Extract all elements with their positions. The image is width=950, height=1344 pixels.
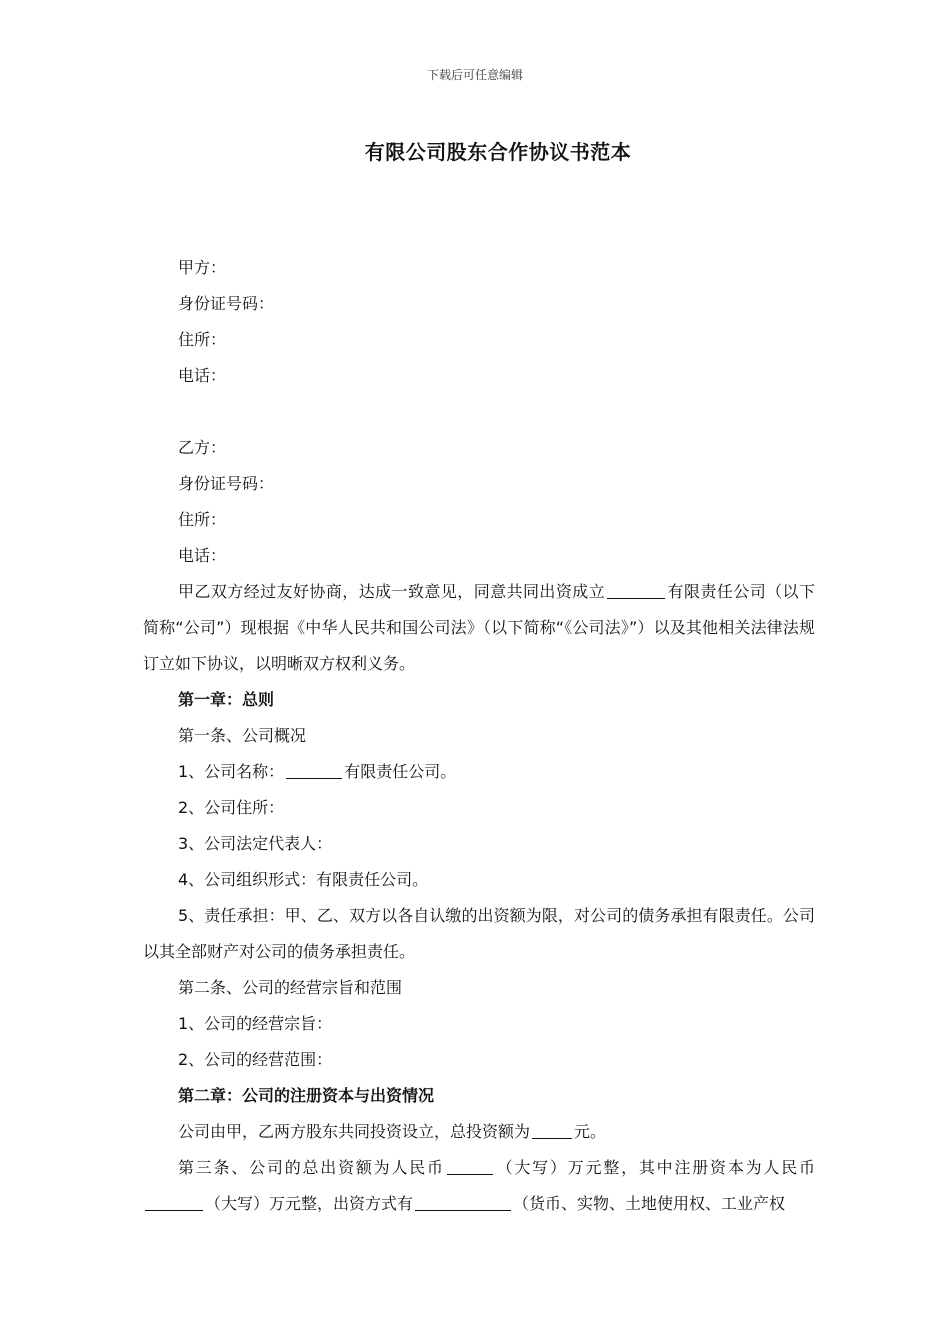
item-legal-rep: 3、公司法定代表人： (178, 834, 333, 853)
total-capital-blank (447, 1156, 493, 1175)
document-title: 有限公司股东合作协议书范本 (364, 140, 632, 164)
investment-prefix: 公司由甲，乙两方股东共同投资设立，总投资额为 (178, 1122, 531, 1141)
item1-suffix: 有限责任公司。 (344, 762, 457, 781)
article1-heading: 第一条、公司概况 (178, 726, 307, 745)
article2-heading: 第二条、公司的经营宗旨和范围 (178, 978, 403, 997)
spacer (143, 394, 815, 430)
party-b-id-label: 身份证号码： (178, 474, 275, 493)
company-name-blank (607, 580, 665, 599)
item-org-form: 4、公司组织形式：有限责任公司。 (178, 870, 429, 889)
intro-text-1: 甲乙双方经过友好协商，达成一致意见，同意共同出资成立 (178, 582, 606, 601)
item1-prefix: 1、公司名称： (178, 762, 285, 781)
header-note: 下载后可任意编辑 (426, 68, 523, 82)
document-body (143, 250, 815, 1222)
item-business-scope: 2、公司的经营范围： (178, 1050, 333, 1069)
article3-text-b: （大写）万元整，其中注册资本为人民币 (494, 1158, 815, 1177)
chapter2-heading: 第二章：公司的注册资本与出资情况 (178, 1086, 435, 1105)
registered-capital-blank (145, 1192, 203, 1211)
party-a-id-label: 身份证号码： (178, 294, 275, 313)
investment-blank (532, 1120, 572, 1139)
party-a-address-label: 住所： (178, 330, 227, 349)
item-company-name (143, 754, 815, 790)
article3-paragraph (143, 1150, 815, 1222)
investment-paragraph (143, 1114, 815, 1150)
article3-text-d: （货币、实物、土地使用权、工业产权 (513, 1194, 786, 1213)
party-a-phone-label: 电话： (178, 366, 227, 385)
party-b-label: 乙方： (178, 438, 227, 457)
company-name-blank-2 (286, 760, 342, 779)
item-business-purpose: 1、公司的经营宗旨： (178, 1014, 333, 1033)
item-company-address: 2、公司住所： (178, 798, 285, 817)
intro-text-2: 有限责任公司（以下简称“公司”）现根据《中华人民共和国公司法》（以下简称“《公司法》”）以及其他相关法律法规订立如下协议，以明晰双方权利义务。 (143, 582, 815, 673)
party-b-address-label: 住所： (178, 510, 227, 529)
article3-text-a: 第三条、公司的总出资额为人民币 (178, 1158, 445, 1177)
party-a-label: 甲方： (178, 258, 227, 277)
contribution-method-blank (415, 1192, 511, 1211)
item-liability: 5、责任承担：甲、乙、双方以各自认缴的出资额为限，对公司的债务承担有限责任。公司以其全部财产对公司的债务承担责任。 (143, 906, 815, 961)
investment-suffix: 元。 (574, 1122, 607, 1141)
party-b-phone-label: 电话： (178, 546, 227, 565)
chapter1-heading: 第一章：总则 (178, 690, 275, 709)
article3-text-c: （大写）万元整，出资方式有 (205, 1194, 414, 1213)
intro-paragraph (143, 574, 815, 682)
